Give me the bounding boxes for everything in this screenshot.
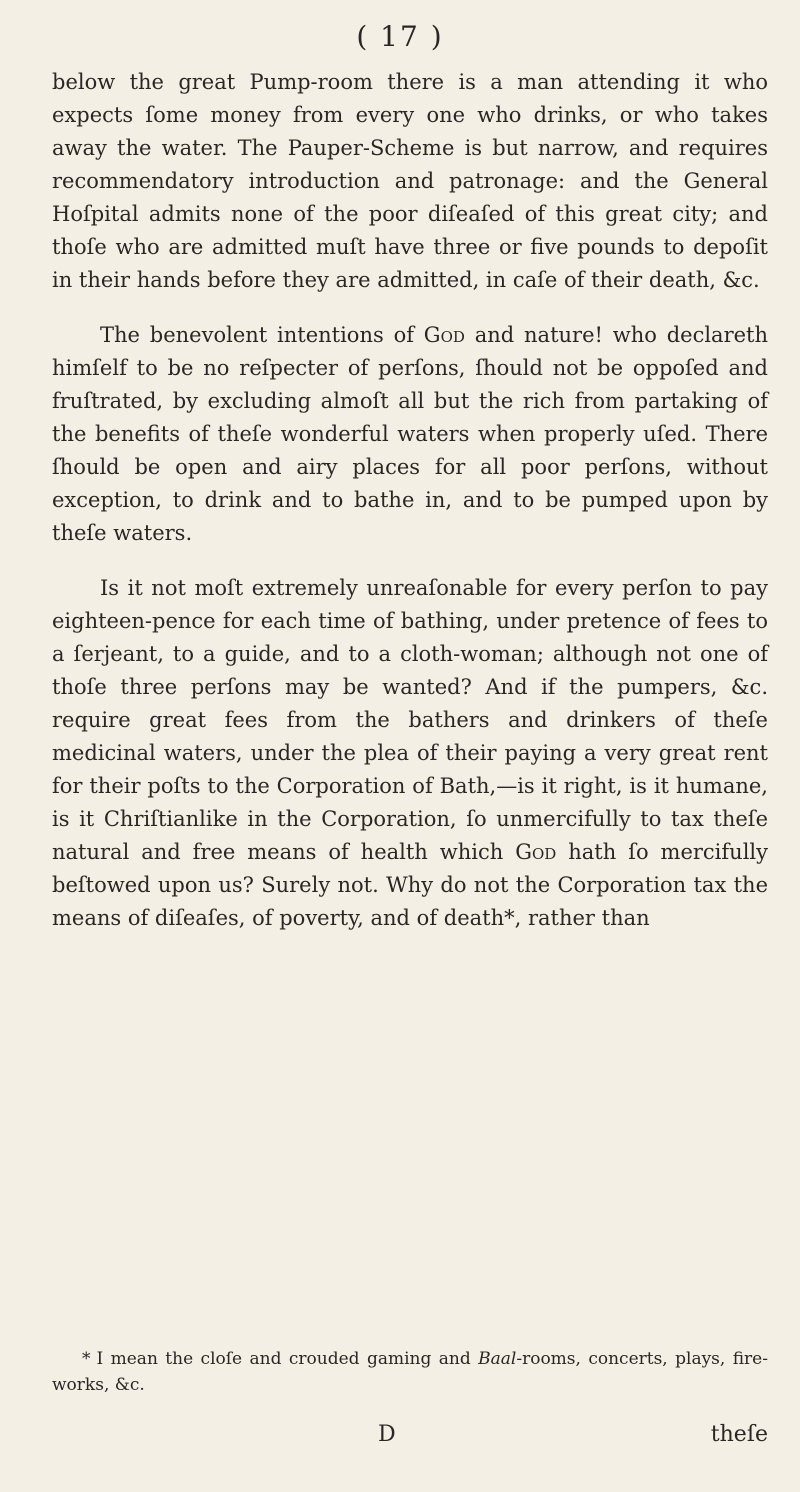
text-run: I mean the cloſe and crouded gaming and xyxy=(96,1349,479,1369)
text-run: and nature! who declareth himſelf to be no reſpecter of perſons, ſhould not be oppoſed and fruſtrated, by excluding almoſt all but the rich from partaking of the benefits of theſe wonderful waters when properly uſed. There ſhould be open and airy places for all poor perſons, without exception, to drink and to bathe in, and to be pumped upon by theſe waters. xyxy=(52,323,768,545)
text-run: hath ſo mercifully beſtowed upon us? Surely not. Why do not the Corporation tax the means of diſeaſes, of poverty, and of death*, rather than xyxy=(52,840,768,930)
small-caps-text: God xyxy=(423,323,465,347)
catchline xyxy=(52,1422,768,1456)
catchword: theſe xyxy=(710,1422,768,1447)
paragraph-3 xyxy=(52,572,768,935)
paragraph-1 xyxy=(52,66,768,297)
footnote xyxy=(52,1346,768,1398)
paragraph-2 xyxy=(52,319,768,550)
italic-text: Baal xyxy=(478,1349,517,1369)
text-run: -rooms, concerts, plays, fire-works, &c. xyxy=(52,1349,768,1395)
signature-mark: D xyxy=(378,1422,396,1447)
footnote-text xyxy=(52,1349,768,1395)
text-run: Is it not moſt extremely unreaſonable for every perſon to pay eighteen-pence for each time of bathing, under pretence of fees to a ſerjeant, to a guide, and to a cloth-woman; although not one of thoſe three perſons may be wanted? And if the pumpers, &c. require great fees from the bathers and drinkers of theſe medicinal waters, under the plea of their paying a very great rent for their poſts to the Corporation of Bath,—is it right, is it humane, is it Chriſtianlike in the Corporation, ſo unmercifully to tax theſe natural and free means of health which xyxy=(52,576,768,864)
footnote-marker: * xyxy=(82,1349,91,1369)
body-text xyxy=(52,66,768,935)
page-number: ( 17 ) xyxy=(356,20,444,53)
text-run: below the great Pump-room there is a man attending it who expects ſome money from every one who drinks, or who takes away the water. The Pauper-Scheme is but narrow, and requires recommendatory introduction and patronage: and the General Hoſpital admits none of the poor diſeaſed of this great city; and thoſe who are admitted muſt have three or five pounds to depoſit in their hands before they are admitted, in caſe of their death, &c. xyxy=(52,70,768,292)
text-run: The benevolent intentions of xyxy=(100,323,424,347)
small-caps-text: God xyxy=(515,840,557,864)
